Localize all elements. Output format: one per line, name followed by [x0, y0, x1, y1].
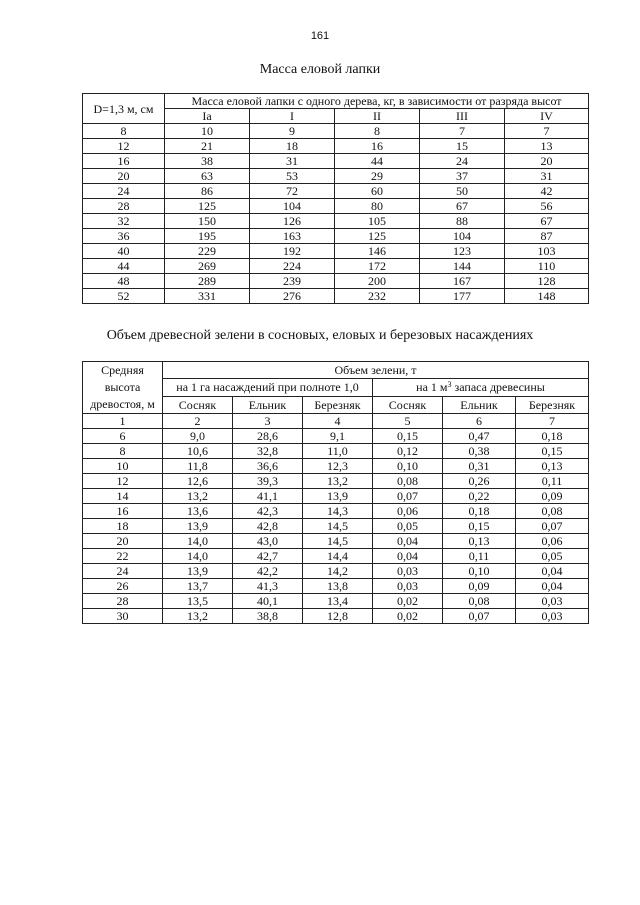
value-cell: 0,11 — [443, 549, 516, 564]
value-cell: 0,02 — [373, 594, 443, 609]
value-cell: 56 — [505, 199, 589, 214]
value-cell: 289 — [165, 274, 250, 289]
value-cell: 32,8 — [233, 444, 303, 459]
value-cell: 42,8 — [233, 519, 303, 534]
value-cell: 44 — [335, 154, 420, 169]
row-key-cell: 48 — [83, 274, 165, 289]
value-cell: 0,04 — [516, 564, 589, 579]
column-number: 4 — [303, 414, 373, 429]
value-cell: 14,4 — [303, 549, 373, 564]
value-cell: 239 — [250, 274, 335, 289]
value-cell: 14,5 — [303, 534, 373, 549]
table-row — [83, 214, 589, 229]
table-row — [83, 274, 589, 289]
value-cell: 229 — [165, 244, 250, 259]
value-cell: 167 — [420, 274, 505, 289]
value-cell: 0,11 — [516, 474, 589, 489]
value-cell: 0,03 — [516, 609, 589, 624]
value-cell: 36,6 — [233, 459, 303, 474]
value-cell: 0,12 — [373, 444, 443, 459]
value-cell: 13,2 — [163, 609, 233, 624]
value-cell: 148 — [505, 289, 589, 304]
height-class-header: I — [250, 109, 335, 124]
per-cubic-meter-header — [373, 379, 589, 396]
value-cell: 9,1 — [303, 429, 373, 444]
value-cell: 11,0 — [303, 444, 373, 459]
value-cell: 39,3 — [233, 474, 303, 489]
column-number: 5 — [373, 414, 443, 429]
value-cell: 43,0 — [233, 534, 303, 549]
value-cell: 13,6 — [163, 504, 233, 519]
value-cell: 0,06 — [373, 504, 443, 519]
row-key-cell: 12 — [83, 139, 165, 154]
value-cell: 146 — [335, 244, 420, 259]
table-row — [83, 564, 589, 579]
column-number: 3 — [233, 414, 303, 429]
row-key-cell: 22 — [83, 549, 163, 564]
value-cell: 177 — [420, 289, 505, 304]
value-cell: 0,07 — [443, 609, 516, 624]
value-cell: 31 — [250, 154, 335, 169]
value-cell: 13,9 — [163, 519, 233, 534]
row-key-cell: 6 — [83, 429, 163, 444]
value-cell: 0,04 — [373, 534, 443, 549]
value-cell: 42,3 — [233, 504, 303, 519]
value-cell: 67 — [420, 199, 505, 214]
species-header: Ельник — [443, 396, 516, 413]
height-class-header: II — [335, 109, 420, 124]
row-key-cell: 24 — [83, 564, 163, 579]
value-cell: 128 — [505, 274, 589, 289]
table-row — [83, 199, 589, 214]
table2-body — [83, 429, 589, 624]
value-cell: 13,9 — [303, 489, 373, 504]
value-cell: 41,1 — [233, 489, 303, 504]
value-cell: 0,03 — [373, 579, 443, 594]
table-row — [83, 474, 589, 489]
row-key-cell: 16 — [83, 154, 165, 169]
value-cell: 14,0 — [163, 549, 233, 564]
per-hectare-header: на 1 га насаждений при полноте 1,0 — [163, 379, 373, 396]
avg-height-header — [83, 362, 163, 414]
value-cell: 0,13 — [516, 459, 589, 474]
value-cell: 0,03 — [516, 594, 589, 609]
value-cell: 105 — [335, 214, 420, 229]
row-key-cell: 20 — [83, 169, 165, 184]
value-cell: 104 — [250, 199, 335, 214]
value-cell: 0,31 — [443, 459, 516, 474]
value-cell: 14,0 — [163, 534, 233, 549]
value-cell: 144 — [420, 259, 505, 274]
value-cell: 0,13 — [443, 534, 516, 549]
value-cell: 200 — [335, 274, 420, 289]
avg-height-header-line: высота — [104, 380, 141, 394]
value-cell: 14,5 — [303, 519, 373, 534]
value-cell: 86 — [165, 184, 250, 199]
value-cell: 110 — [505, 259, 589, 274]
value-cell: 18 — [250, 139, 335, 154]
avg-height-header-line: древостоя, м — [90, 397, 155, 411]
row-key-cell: 32 — [83, 214, 165, 229]
value-cell: 0,18 — [443, 504, 516, 519]
value-cell: 0,04 — [516, 579, 589, 594]
value-cell: 12,3 — [303, 459, 373, 474]
value-cell: 125 — [335, 229, 420, 244]
value-cell: 126 — [250, 214, 335, 229]
row-key-cell: 30 — [83, 609, 163, 624]
value-cell: 0,03 — [373, 564, 443, 579]
value-cell: 28,6 — [233, 429, 303, 444]
value-cell: 9,0 — [163, 429, 233, 444]
species-header: Березняк — [516, 396, 589, 413]
table-row — [83, 444, 589, 459]
table-row — [83, 429, 589, 444]
value-cell: 195 — [165, 229, 250, 244]
per-cubic-meter-prefix: на 1 м — [416, 380, 448, 395]
value-cell: 29 — [335, 169, 420, 184]
row-key-cell: 36 — [83, 229, 165, 244]
value-cell: 0,15 — [443, 519, 516, 534]
row-key-cell: 26 — [83, 579, 163, 594]
value-cell: 40,1 — [233, 594, 303, 609]
value-cell: 14,3 — [303, 504, 373, 519]
value-cell: 276 — [250, 289, 335, 304]
value-cell: 42,2 — [233, 564, 303, 579]
row-key-cell: 8 — [83, 124, 165, 139]
value-cell: 232 — [335, 289, 420, 304]
value-cell: 0,08 — [373, 474, 443, 489]
height-class-header: IV — [505, 109, 589, 124]
value-cell: 103 — [505, 244, 589, 259]
diameter-header: D=1,3 м, см — [83, 94, 165, 124]
value-cell: 0,18 — [516, 429, 589, 444]
row-key-cell: 14 — [83, 489, 163, 504]
table-row — [83, 259, 589, 274]
value-cell: 123 — [420, 244, 505, 259]
table-row — [83, 124, 589, 139]
value-cell: 7 — [505, 124, 589, 139]
value-cell: 80 — [335, 199, 420, 214]
value-cell: 42 — [505, 184, 589, 199]
table-row — [83, 534, 589, 549]
value-cell: 0,05 — [516, 549, 589, 564]
column-number: 6 — [443, 414, 516, 429]
value-cell: 0,07 — [373, 489, 443, 504]
row-key-cell: 40 — [83, 244, 165, 259]
table2-title: Объем древесной зелени в сосновых, еловых и березовых насаждениях — [106, 328, 534, 343]
value-cell: 87 — [505, 229, 589, 244]
value-cell: 8 — [335, 124, 420, 139]
green-biomass-table — [82, 361, 589, 624]
page-number: 161 — [310, 30, 330, 42]
per-cubic-meter-suffix: запаса древесины — [451, 380, 545, 395]
value-cell: 104 — [420, 229, 505, 244]
value-cell: 53 — [250, 169, 335, 184]
table-row — [83, 169, 589, 184]
row-key-cell: 20 — [83, 534, 163, 549]
value-cell: 67 — [505, 214, 589, 229]
value-cell: 42,7 — [233, 549, 303, 564]
row-key-cell: 24 — [83, 184, 165, 199]
table-row — [83, 504, 589, 519]
value-cell: 0,02 — [373, 609, 443, 624]
table-row — [83, 229, 589, 244]
value-cell: 12,6 — [163, 474, 233, 489]
value-cell: 269 — [165, 259, 250, 274]
spruce-branch-mass-table — [82, 93, 589, 304]
value-cell: 0,47 — [443, 429, 516, 444]
table-row — [83, 289, 589, 304]
value-cell: 9 — [250, 124, 335, 139]
value-cell: 0,07 — [516, 519, 589, 534]
species-header: Ельник — [233, 396, 303, 413]
table-row — [83, 549, 589, 564]
table-row — [83, 459, 589, 474]
avg-height-header-line: Средняя — [101, 363, 144, 377]
value-cell: 72 — [250, 184, 335, 199]
height-class-header: Ia — [165, 109, 250, 124]
row-key-cell: 28 — [83, 594, 163, 609]
value-cell: 0,26 — [443, 474, 516, 489]
table1-body — [83, 124, 589, 304]
species-header: Сосняк — [163, 396, 233, 413]
value-cell: 172 — [335, 259, 420, 274]
value-cell: 0,09 — [516, 489, 589, 504]
value-cell: 0,15 — [373, 429, 443, 444]
row-key-cell: 12 — [83, 474, 163, 489]
species-header: Березняк — [303, 396, 373, 413]
value-cell: 0,10 — [373, 459, 443, 474]
height-class-header: III — [420, 109, 505, 124]
row-key-cell: 18 — [83, 519, 163, 534]
value-cell: 0,38 — [443, 444, 516, 459]
value-cell: 0,04 — [373, 549, 443, 564]
value-cell: 41,3 — [233, 579, 303, 594]
value-cell: 60 — [335, 184, 420, 199]
row-key-cell: 10 — [83, 459, 163, 474]
column-number: 7 — [516, 414, 589, 429]
value-cell: 13,2 — [163, 489, 233, 504]
column-number: 1 — [83, 414, 163, 429]
table-row — [83, 594, 589, 609]
value-cell: 15 — [420, 139, 505, 154]
table-row — [83, 184, 589, 199]
value-cell: 0,08 — [516, 504, 589, 519]
green-volume-group-header: Объем зелени, т — [163, 362, 589, 379]
value-cell: 14,2 — [303, 564, 373, 579]
value-cell: 13,8 — [303, 579, 373, 594]
value-cell: 31 — [505, 169, 589, 184]
table-row — [83, 489, 589, 504]
value-cell: 16 — [335, 139, 420, 154]
value-cell: 13,4 — [303, 594, 373, 609]
value-cell: 13,5 — [163, 594, 233, 609]
table-row — [83, 519, 589, 534]
table-row — [83, 154, 589, 169]
value-cell: 13,7 — [163, 579, 233, 594]
table-row — [83, 244, 589, 259]
value-cell: 50 — [420, 184, 505, 199]
value-cell: 38,8 — [233, 609, 303, 624]
value-cell: 37 — [420, 169, 505, 184]
value-cell: 0,05 — [373, 519, 443, 534]
value-cell: 13,9 — [163, 564, 233, 579]
table-row — [83, 609, 589, 624]
value-cell: 331 — [165, 289, 250, 304]
value-cell: 0,15 — [516, 444, 589, 459]
value-cell: 13 — [505, 139, 589, 154]
value-cell: 20 — [505, 154, 589, 169]
table1-title: Масса еловой лапки — [259, 62, 381, 77]
value-cell: 13,2 — [303, 474, 373, 489]
value-cell: 24 — [420, 154, 505, 169]
table-row — [83, 579, 589, 594]
value-cell: 150 — [165, 214, 250, 229]
value-cell: 163 — [250, 229, 335, 244]
value-cell: 125 — [165, 199, 250, 214]
value-cell: 38 — [165, 154, 250, 169]
value-cell: 12,8 — [303, 609, 373, 624]
value-cell: 21 — [165, 139, 250, 154]
table-row — [83, 139, 589, 154]
value-cell: 10 — [165, 124, 250, 139]
value-cell: 0,10 — [443, 564, 516, 579]
value-cell: 0,08 — [443, 594, 516, 609]
value-cell: 63 — [165, 169, 250, 184]
row-key-cell: 28 — [83, 199, 165, 214]
row-key-cell: 8 — [83, 444, 163, 459]
row-key-cell: 44 — [83, 259, 165, 274]
column-number: 2 — [163, 414, 233, 429]
row-key-cell: 16 — [83, 504, 163, 519]
row-key-cell: 52 — [83, 289, 165, 304]
value-cell: 10,6 — [163, 444, 233, 459]
value-cell: 224 — [250, 259, 335, 274]
value-cell: 0,09 — [443, 579, 516, 594]
value-cell: 88 — [420, 214, 505, 229]
value-cell: 192 — [250, 244, 335, 259]
cubic-superscript: 3 — [447, 380, 452, 390]
species-header: Сосняк — [373, 396, 443, 413]
value-cell: 0,22 — [443, 489, 516, 504]
value-cell: 0,06 — [516, 534, 589, 549]
value-cell: 7 — [420, 124, 505, 139]
mass-group-header: Масса еловой лапки с одного дерева, кг, в зависимости от разряда высот — [165, 94, 589, 109]
value-cell: 11,8 — [163, 459, 233, 474]
